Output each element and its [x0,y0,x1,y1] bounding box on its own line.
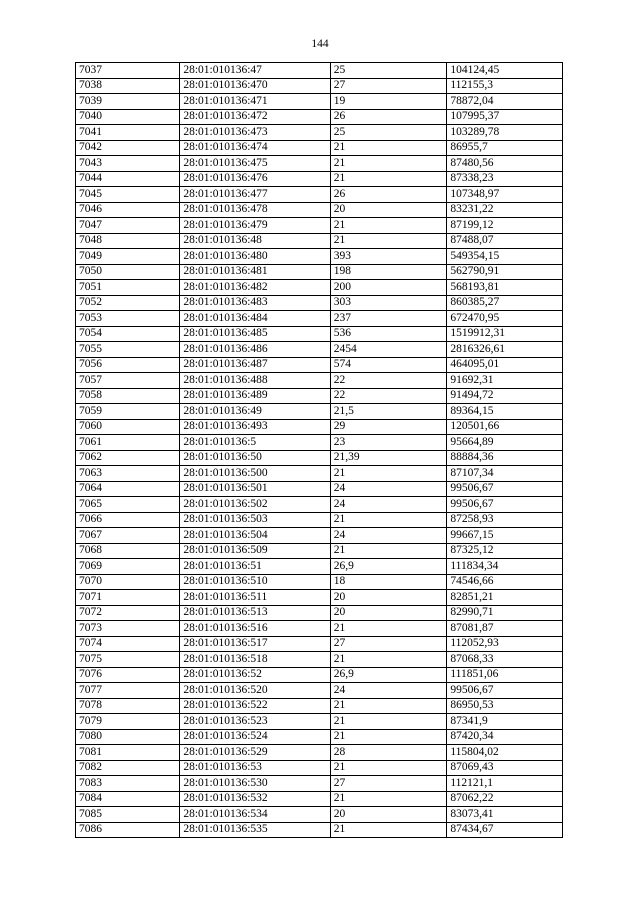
cadastral-number-cell: 28:01:010136:53 [180,760,330,776]
row-number-cell: 7056 [76,357,180,373]
area-cell: 18 [330,574,447,590]
row-number-cell: 7062 [76,450,180,466]
value-cell: 86955,7 [447,140,563,156]
area-cell: 27 [330,78,447,94]
cadastral-number-cell: 28:01:010136:5 [180,435,330,451]
area-cell: 24 [330,481,447,497]
cadastral-number-cell: 28:01:010136:480 [180,249,330,265]
value-cell: 120501,66 [447,419,563,435]
value-cell: 860385,27 [447,295,563,311]
area-cell: 536 [330,326,447,342]
value-cell: 87107,34 [447,466,563,482]
row-number-cell: 7051 [76,280,180,296]
row-number-cell: 7080 [76,729,180,745]
row-number-cell: 7052 [76,295,180,311]
area-cell: 25 [330,125,447,141]
value-cell: 562790,91 [447,264,563,280]
row-number-cell: 7037 [76,63,180,79]
value-cell: 112052,93 [447,636,563,652]
table-row [76,295,563,311]
area-cell: 21 [330,512,447,528]
cadastral-number-cell: 28:01:010136:520 [180,683,330,699]
table-row [76,326,563,342]
row-number-cell: 7075 [76,652,180,668]
row-number-cell: 7084 [76,791,180,807]
table-row [76,791,563,807]
row-number-cell: 7057 [76,373,180,389]
cadastral-number-cell: 28:01:010136:484 [180,311,330,327]
cadastral-number-cell: 28:01:010136:485 [180,326,330,342]
row-number-cell: 7038 [76,78,180,94]
cadastral-number-cell: 28:01:010136:511 [180,590,330,606]
area-cell: 21 [330,791,447,807]
cadastral-number-cell: 28:01:010136:488 [180,373,330,389]
value-cell: 87341,9 [447,714,563,730]
area-cell: 21 [330,714,447,730]
table-row [76,621,563,637]
cadastral-number-cell: 28:01:010136:502 [180,497,330,513]
row-number-cell: 7058 [76,388,180,404]
value-cell: 95664,89 [447,435,563,451]
area-cell: 200 [330,280,447,296]
area-cell: 21 [330,652,447,668]
value-cell: 111834,34 [447,559,563,575]
area-cell: 27 [330,636,447,652]
value-cell: 111851,06 [447,667,563,683]
table-row [76,481,563,497]
value-cell: 99667,15 [447,528,563,544]
area-cell: 20 [330,605,447,621]
value-cell: 74546,66 [447,574,563,590]
cadastral-number-cell: 28:01:010136:532 [180,791,330,807]
area-cell: 23 [330,435,447,451]
row-number-cell: 7066 [76,512,180,528]
cadastral-number-cell: 28:01:010136:534 [180,807,330,823]
area-cell: 21,5 [330,404,447,420]
table-row [76,342,563,358]
table-row [76,171,563,187]
row-number-cell: 7044 [76,171,180,187]
table-row [76,125,563,141]
table-row [76,760,563,776]
table-row [76,652,563,668]
table-row [76,559,563,575]
row-number-cell: 7055 [76,342,180,358]
area-cell: 21 [330,466,447,482]
row-number-cell: 7069 [76,559,180,575]
value-cell: 83231,22 [447,202,563,218]
value-cell: 82990,71 [447,605,563,621]
row-number-cell: 7072 [76,605,180,621]
area-cell: 24 [330,683,447,699]
table-row [76,357,563,373]
cadastral-number-cell: 28:01:010136:483 [180,295,330,311]
table-row [76,78,563,94]
area-cell: 26,9 [330,559,447,575]
row-number-cell: 7063 [76,466,180,482]
table-row [76,404,563,420]
row-number-cell: 7060 [76,419,180,435]
cadastral-number-cell: 28:01:010136:51 [180,559,330,575]
area-cell: 20 [330,807,447,823]
value-cell: 87420,34 [447,729,563,745]
cadastral-number-cell: 28:01:010136:501 [180,481,330,497]
cadastral-number-cell: 28:01:010136:482 [180,280,330,296]
area-cell: 2454 [330,342,447,358]
value-cell: 82851,21 [447,590,563,606]
row-number-cell: 7081 [76,745,180,761]
row-number-cell: 7048 [76,233,180,249]
data-table [75,62,563,838]
cadastral-number-cell: 28:01:010136:470 [180,78,330,94]
value-cell: 672470,95 [447,311,563,327]
row-number-cell: 7076 [76,667,180,683]
area-cell: 26,9 [330,667,447,683]
table-row [76,264,563,280]
row-number-cell: 7070 [76,574,180,590]
cadastral-number-cell: 28:01:010136:523 [180,714,330,730]
table-row [76,776,563,792]
table-row [76,590,563,606]
area-cell: 22 [330,373,447,389]
area-cell: 22 [330,388,447,404]
row-number-cell: 7064 [76,481,180,497]
value-cell: 87199,12 [447,218,563,234]
table-row [76,140,563,156]
cadastral-number-cell: 28:01:010136:49 [180,404,330,420]
table-row [76,218,563,234]
row-number-cell: 7041 [76,125,180,141]
value-cell: 87258,93 [447,512,563,528]
table-row [76,249,563,265]
value-cell: 107348,97 [447,187,563,203]
table-row [76,745,563,761]
cadastral-number-cell: 28:01:010136:513 [180,605,330,621]
table-row [76,698,563,714]
table-row [76,388,563,404]
cadastral-number-cell: 28:01:010136:487 [180,357,330,373]
area-cell: 29 [330,419,447,435]
cadastral-number-cell: 28:01:010136:475 [180,156,330,172]
cadastral-number-cell: 28:01:010136:48 [180,233,330,249]
cadastral-number-cell: 28:01:010136:473 [180,125,330,141]
row-number-cell: 7082 [76,760,180,776]
area-cell: 19 [330,94,447,110]
value-cell: 88884,36 [447,450,563,466]
area-cell: 25 [330,63,447,79]
table-row [76,528,563,544]
cadastral-number-cell: 28:01:010136:517 [180,636,330,652]
row-number-cell: 7054 [76,326,180,342]
value-cell: 87434,67 [447,822,563,838]
table-row [76,280,563,296]
table-row [76,512,563,528]
cadastral-number-cell: 28:01:010136:535 [180,822,330,838]
area-cell: 303 [330,295,447,311]
cadastral-number-cell: 28:01:010136:478 [180,202,330,218]
value-cell: 104124,45 [447,63,563,79]
row-number-cell: 7074 [76,636,180,652]
value-cell: 87338,23 [447,171,563,187]
area-cell: 21 [330,171,447,187]
value-cell: 107995,37 [447,109,563,125]
table-body [76,63,563,838]
cadastral-number-cell: 28:01:010136:481 [180,264,330,280]
area-cell: 21 [330,698,447,714]
table-row [76,605,563,621]
row-number-cell: 7086 [76,822,180,838]
value-cell: 99506,67 [447,683,563,699]
row-number-cell: 7039 [76,94,180,110]
value-cell: 87325,12 [447,543,563,559]
row-number-cell: 7079 [76,714,180,730]
table-row [76,187,563,203]
table-row [76,683,563,699]
cadastral-number-cell: 28:01:010136:503 [180,512,330,528]
row-number-cell: 7083 [76,776,180,792]
value-cell: 99506,67 [447,481,563,497]
value-cell: 2816326,61 [447,342,563,358]
cadastral-number-cell: 28:01:010136:493 [180,419,330,435]
table-row [76,233,563,249]
page-number: 144 [311,38,329,50]
row-number-cell: 7078 [76,698,180,714]
row-number-cell: 7053 [76,311,180,327]
value-cell: 87480,56 [447,156,563,172]
row-number-cell: 7077 [76,683,180,699]
row-number-cell: 7067 [76,528,180,544]
table-row [76,497,563,513]
area-cell: 393 [330,249,447,265]
area-cell: 237 [330,311,447,327]
area-cell: 21 [330,760,447,776]
value-cell: 1519912,31 [447,326,563,342]
table-row [76,311,563,327]
table-row [76,543,563,559]
cadastral-number-cell: 28:01:010136:530 [180,776,330,792]
table-row [76,419,563,435]
row-number-cell: 7046 [76,202,180,218]
area-cell: 28 [330,745,447,761]
cadastral-number-cell: 28:01:010136:489 [180,388,330,404]
area-cell: 20 [330,202,447,218]
area-cell: 26 [330,187,447,203]
cadastral-number-cell: 28:01:010136:500 [180,466,330,482]
value-cell: 464095,01 [447,357,563,373]
table-row [76,466,563,482]
area-cell: 20 [330,590,447,606]
area-cell: 21 [330,233,447,249]
cadastral-number-cell: 28:01:010136:47 [180,63,330,79]
table-row [76,807,563,823]
value-cell: 112155,3 [447,78,563,94]
table-row [76,94,563,110]
row-number-cell: 7040 [76,109,180,125]
row-number-cell: 7047 [76,218,180,234]
area-cell: 21 [330,156,447,172]
cadastral-number-cell: 28:01:010136:476 [180,171,330,187]
area-cell: 24 [330,528,447,544]
row-number-cell: 7043 [76,156,180,172]
cadastral-number-cell: 28:01:010136:472 [180,109,330,125]
table-row [76,636,563,652]
table-row [76,822,563,838]
table-row [76,714,563,730]
row-number-cell: 7085 [76,807,180,823]
value-cell: 549354,15 [447,249,563,265]
value-cell: 89364,15 [447,404,563,420]
value-cell: 568193,81 [447,280,563,296]
cadastral-number-cell: 28:01:010136:516 [180,621,330,637]
area-cell: 21 [330,140,447,156]
cadastral-number-cell: 28:01:010136:471 [180,94,330,110]
value-cell: 99506,67 [447,497,563,513]
table-row [76,435,563,451]
area-cell: 21 [330,621,447,637]
value-cell: 83073,41 [447,807,563,823]
cadastral-number-cell: 28:01:010136:504 [180,528,330,544]
value-cell: 87068,33 [447,652,563,668]
table-row [76,574,563,590]
area-cell: 21 [330,822,447,838]
area-cell: 27 [330,776,447,792]
table-row [76,729,563,745]
cadastral-number-cell: 28:01:010136:52 [180,667,330,683]
cadastral-number-cell: 28:01:010136:518 [180,652,330,668]
area-cell: 21 [330,729,447,745]
cadastral-number-cell: 28:01:010136:50 [180,450,330,466]
cadastral-number-cell: 28:01:010136:477 [180,187,330,203]
area-cell: 574 [330,357,447,373]
row-number-cell: 7059 [76,404,180,420]
area-cell: 21 [330,543,447,559]
cadastral-number-cell: 28:01:010136:479 [180,218,330,234]
value-cell: 112121,1 [447,776,563,792]
cadastral-number-cell: 28:01:010136:529 [180,745,330,761]
value-cell: 91692,31 [447,373,563,389]
table-row [76,63,563,79]
value-cell: 87069,43 [447,760,563,776]
area-cell: 21,39 [330,450,447,466]
value-cell: 86950,53 [447,698,563,714]
cadastral-number-cell: 28:01:010136:524 [180,729,330,745]
value-cell: 87081,87 [447,621,563,637]
row-number-cell: 7045 [76,187,180,203]
value-cell: 78872,04 [447,94,563,110]
row-number-cell: 7073 [76,621,180,637]
row-number-cell: 7042 [76,140,180,156]
value-cell: 115804,02 [447,745,563,761]
area-cell: 26 [330,109,447,125]
cadastral-number-cell: 28:01:010136:522 [180,698,330,714]
row-number-cell: 7068 [76,543,180,559]
area-cell: 198 [330,264,447,280]
cadastral-number-cell: 28:01:010136:486 [180,342,330,358]
value-cell: 87062,22 [447,791,563,807]
row-number-cell: 7065 [76,497,180,513]
table-row [76,202,563,218]
row-number-cell: 7061 [76,435,180,451]
table-row [76,109,563,125]
row-number-cell: 7050 [76,264,180,280]
area-cell: 24 [330,497,447,513]
area-cell: 21 [330,218,447,234]
cadastral-number-cell: 28:01:010136:510 [180,574,330,590]
cadastral-number-cell: 28:01:010136:509 [180,543,330,559]
value-cell: 91494,72 [447,388,563,404]
row-number-cell: 7049 [76,249,180,265]
table-row [76,373,563,389]
value-cell: 103289,78 [447,125,563,141]
value-cell: 87488,07 [447,233,563,249]
table-row [76,667,563,683]
row-number-cell: 7071 [76,590,180,606]
table-row [76,450,563,466]
cadastral-number-cell: 28:01:010136:474 [180,140,330,156]
table-row [76,156,563,172]
